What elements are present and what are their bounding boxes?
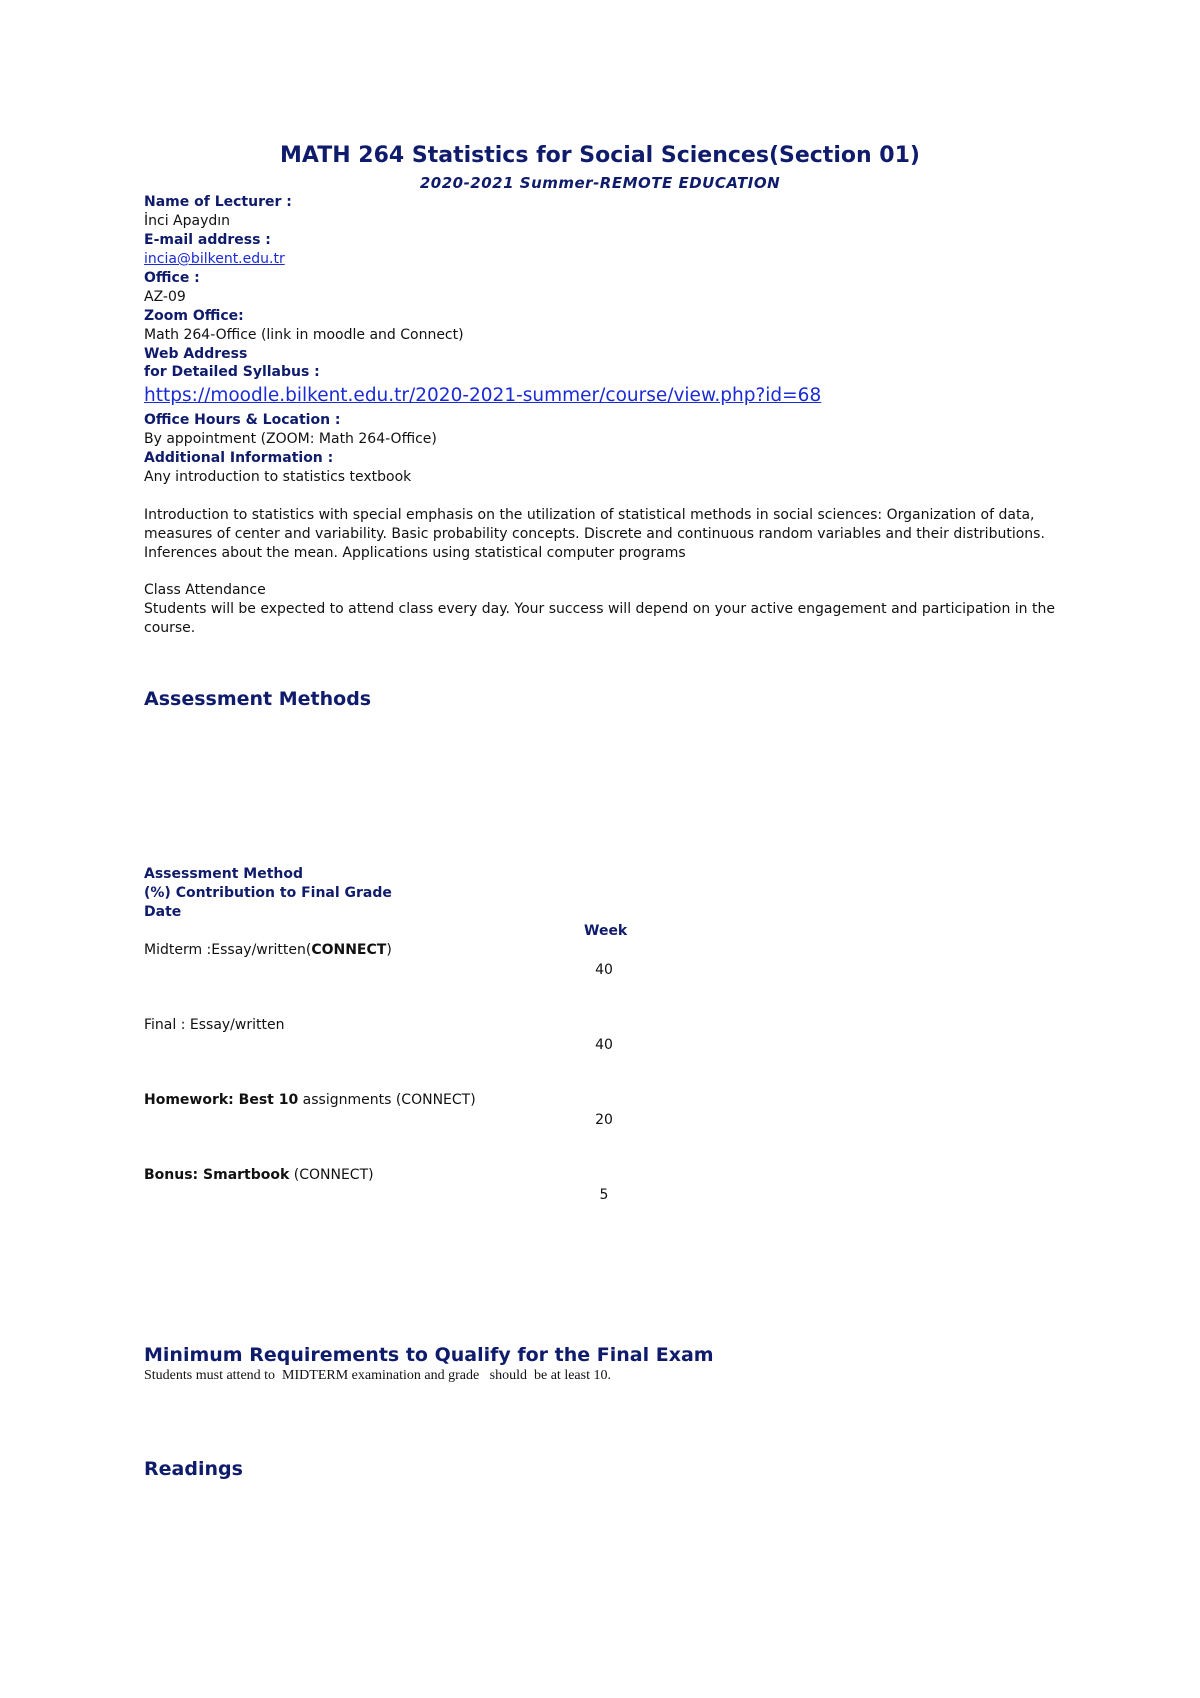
readings-heading: Readings (144, 1458, 243, 1480)
row-text: (CONNECT) (289, 1167, 374, 1183)
office-hours-label: Office Hours & Location : (144, 412, 341, 428)
office-hours-value: By appointment (ZOOM: Math 264-Office) (144, 431, 437, 447)
syllabus-url-link[interactable]: https://moodle.bilkent.edu.tr/2020-2021-summer/course/view.php?id=68 (144, 385, 822, 406)
col-header-contribution: (%) Contribution to Final Grade (144, 885, 392, 901)
attendance-heading: Class Attendance (144, 582, 266, 598)
row-text: Midterm :Essay/written( (144, 942, 312, 958)
additional-info-value: Any introduction to statistics textbook (144, 469, 412, 485)
attendance-text: Students will be expected to attend class every day. Your success will depend on your active engagement and participation in the course. (144, 601, 1055, 636)
web-address-label: Web Address (144, 346, 248, 362)
lecturer-label: Name of Lecturer : (144, 194, 292, 210)
col-header-week: Week (584, 923, 628, 939)
course-description: Introduction to statistics with special emphasis on the utilization of statistical methods in social sciences: Organization of data, measures of center and variability. Basic probability concepts. Discrete and continuous random variables and their distributions. Inferences about the mean. Applications using statistical computer programs (144, 507, 1045, 561)
zoom-office-label: Zoom Office: (144, 308, 244, 324)
assessment-row-value: 40 (595, 962, 613, 978)
assessment-row-method (144, 1167, 374, 1183)
requirements-heading: Minimum Requirements to Qualify for the Final Exam (144, 1344, 714, 1366)
row-bold-after: CONNECT (311, 942, 387, 958)
row-text: assignments (CONNECT) (298, 1092, 476, 1108)
assessment-row-value: 20 (595, 1112, 613, 1128)
row-text: Final : Essay/written (144, 1017, 285, 1033)
col-header-method: Assessment Method (144, 866, 304, 882)
requirements-text: Students must attend to MIDTERM examination and grade should be at least 10. (144, 1368, 611, 1383)
assessment-row-method (144, 1092, 476, 1108)
lecturer-name: İnci Apaydın (144, 213, 231, 229)
office-value: AZ-09 (144, 289, 186, 305)
assessment-row-value: 40 (595, 1037, 613, 1053)
email-link[interactable]: incia@bilkent.edu.tr (144, 251, 285, 267)
assessment-row-method (144, 942, 392, 958)
email-label: E-mail address : (144, 232, 271, 248)
row-bold: Homework: Best 10 (144, 1092, 299, 1108)
zoom-office-value: Math 264-Office (link in moodle and Connect) (144, 327, 464, 343)
assessment-heading: Assessment Methods (144, 688, 372, 710)
col-header-date: Date (144, 904, 182, 920)
page-subtitle: 2020-2021 Summer-REMOTE EDUCATION (419, 174, 781, 192)
assessment-row-method (144, 1017, 284, 1033)
office-label: Office : (144, 270, 200, 286)
additional-info-label: Additional Information : (144, 450, 334, 466)
assessment-row-value: 5 (599, 1187, 609, 1203)
row-bold: Bonus: Smartbook (144, 1167, 290, 1183)
page-title: MATH 264 Statistics for Social Sciences(Section 01) (280, 143, 920, 168)
row-text-after: ) (386, 942, 392, 958)
detailed-syllabus-label: for Detailed Syllabus : (144, 364, 320, 380)
